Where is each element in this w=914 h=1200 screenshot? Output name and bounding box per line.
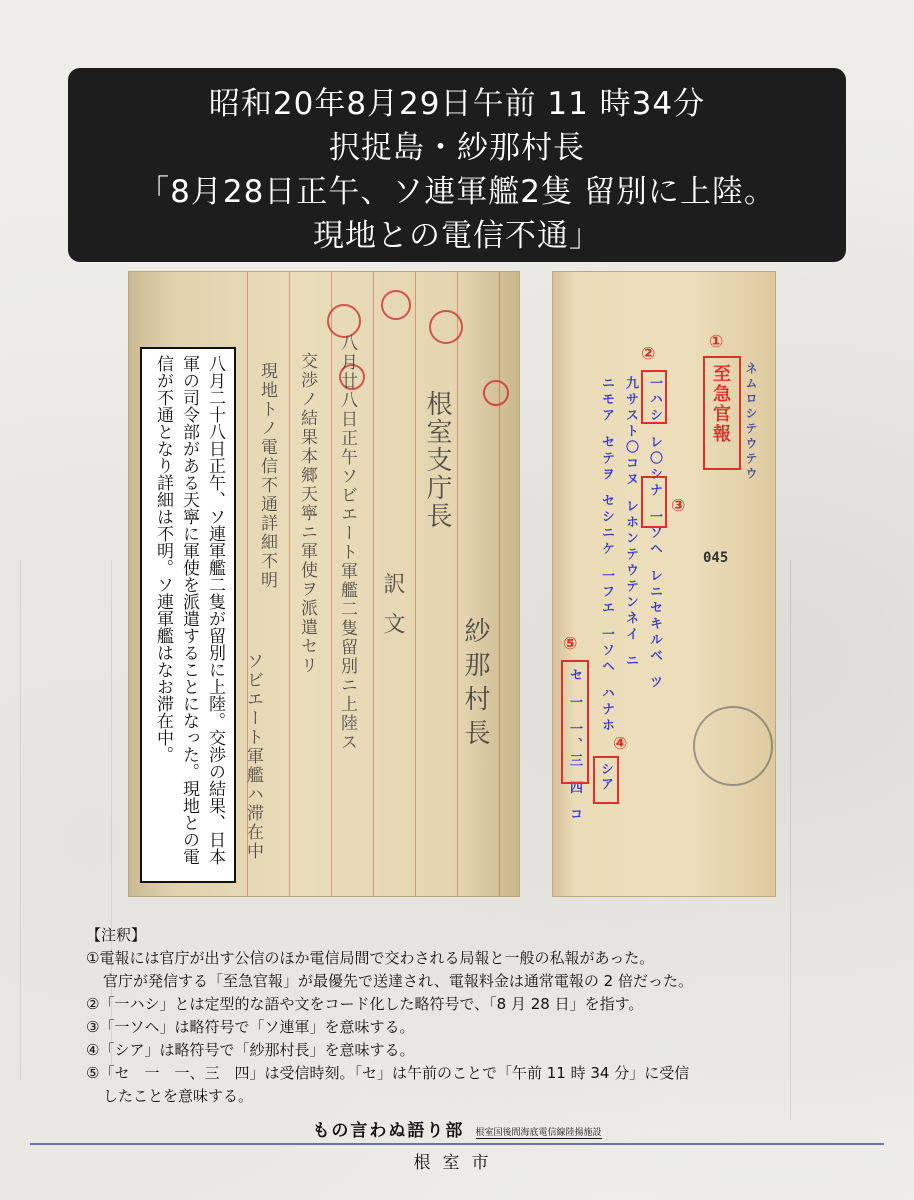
received-number: 045: [703, 550, 729, 566]
red-seal-stamp: [381, 290, 411, 320]
telegram-column-3: ニモア セテヲ セシニケ 一フエ 一ソヘ ハナホ: [599, 376, 614, 735]
note-line-5: ④「シア」は略符号で「紗那村長」を意味する。: [86, 1041, 415, 1059]
note-line-1: ①電報には官庁が出す公信のほか電信局間で交わされる局報と一般の私報があった。: [86, 949, 655, 967]
handwriting-sender: 紗那村長: [460, 617, 490, 753]
title-banner: [68, 68, 846, 262]
code-box-ichi-sohe: [641, 476, 667, 528]
title-line-3: 「8月28日正午、ソ連軍艦2隻 留別に上陸。: [138, 174, 776, 210]
footer-brand: [0, 1116, 914, 1141]
telegram-column-2: 九サスト〇コヌ レホンテウテンネイ ニ: [623, 376, 638, 670]
brand-name: もの言わぬ語り部: [312, 1121, 465, 1141]
marker-2: ②: [641, 344, 656, 364]
code-box-ichi-hashi: [641, 370, 667, 424]
code-box-receive-time: [561, 660, 589, 784]
telegram-document-photo: [553, 272, 775, 896]
date-postmark: [693, 706, 773, 786]
urgent-official-label: 至急官報: [710, 364, 731, 444]
handwriting-addressee: 根室支庁長: [422, 390, 452, 530]
title-line-2: 択捉島・紗那村長: [329, 130, 585, 166]
note-line-3: ②「一ハシ」とは定型的な語や文をコード化した略符号で、「8 月 28 日」を指す。: [86, 995, 644, 1013]
marker-5: ⑤: [563, 634, 578, 654]
red-seal-stamp: [483, 380, 509, 406]
annotation-notes: [86, 924, 866, 1108]
footer-divider: [30, 1143, 884, 1145]
handwriting-line-2: 交渉ノ結果本郷天寧ニ軍使ヲ派遣セリ: [297, 352, 317, 675]
telegram-column-1: 一ハシ レ〇シナ 一ソヘ レニセキルベ ツ: [647, 376, 662, 692]
note-line-2: 官庁が発信する「至急官報」が最優先で送達され、電報料金は通常電報の 2 倍だった。: [103, 972, 693, 990]
city-name: 根室市: [413, 1153, 501, 1173]
title-line-4: 現地との電信不通」: [313, 218, 601, 254]
marker-1: ①: [709, 332, 724, 352]
telegram-header-column: ネムロシテウテウ: [744, 362, 758, 482]
note-line-6: ⑤「セ 一 一、三 四」は受信時刻。「セ」は午前のことで「午前 11 時 34 分」に受信: [86, 1064, 690, 1082]
title-line-1: 昭和20年8月29日午前 11 時34分: [208, 86, 706, 122]
marker-4: ④: [613, 734, 628, 754]
code-shia-text: シア: [598, 762, 613, 792]
handwriting-line-1: 八月廿八日正午ソビエート軍艦二隻留別ニ上陸ス: [337, 334, 357, 752]
modern-translation-box: 八月二十八日正午、ソ連軍艦二隻が留別に上陸。交渉の結果、日本軍の司令部がある天寧に軍使を派遣することになった。現地との電信が不通となり詳細は不明。ソ連軍艦はなお滞在中。: [140, 347, 236, 883]
handwriting-line-3: 現地トノ電信不通詳細不明: [257, 362, 277, 590]
handwriting-heading: 訳文: [380, 572, 405, 652]
note-line-7: したことを意味する。: [103, 1087, 254, 1105]
red-seal-stamp: [327, 304, 361, 338]
red-seal-stamp: [429, 310, 463, 344]
note-line-4: ③「一ソヘ」は略符号で「ソ連軍」を意味する。: [86, 1018, 415, 1036]
handwriting-line-4: ソビエート軍艦ハ滞在中: [243, 652, 263, 861]
brand-subtitle: 根室国後間海底電信線陸揚施設: [475, 1128, 602, 1138]
notes-heading: 【注釈】: [86, 926, 147, 944]
marker-3: ③: [671, 496, 686, 516]
telegram-column-4: セ 一 一、三 四 コ: [567, 668, 582, 824]
